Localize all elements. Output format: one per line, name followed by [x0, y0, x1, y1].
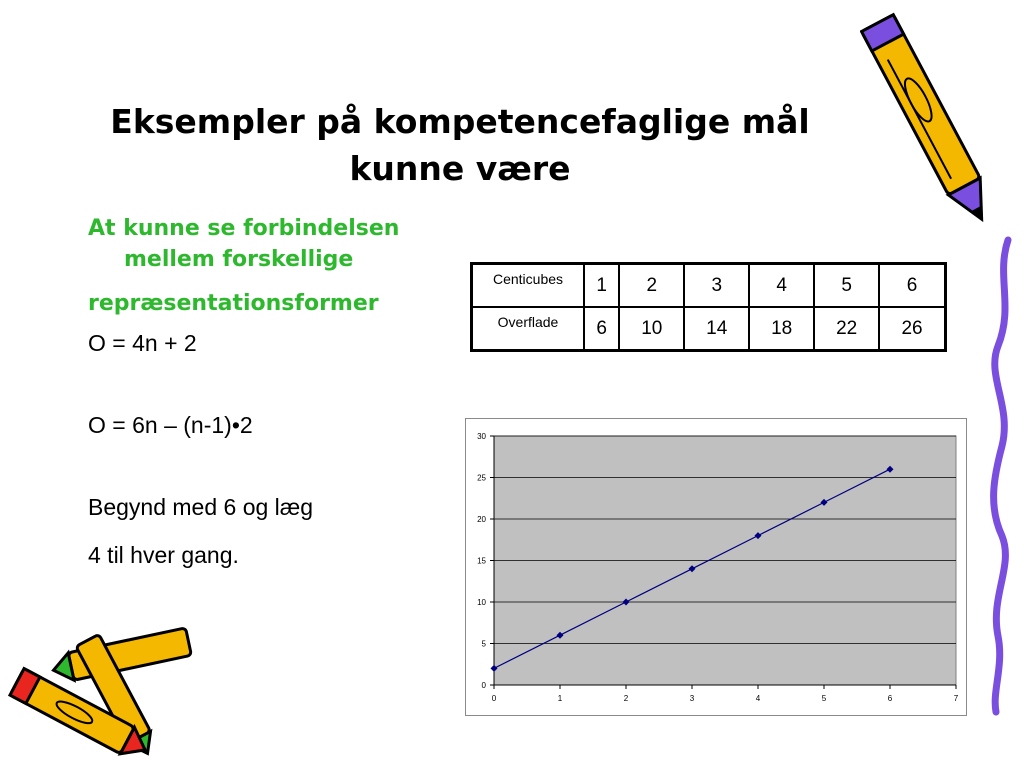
crayon-icon: [0, 615, 210, 760]
x-tick-label: 0: [491, 694, 497, 703]
rule-line-1: Begynd med 6 og læg: [88, 494, 314, 520]
formula-2: O = 6n – (n-1)•2: [88, 412, 253, 438]
pencil-icon: [860, 2, 1000, 242]
table-row: [472, 307, 946, 351]
data-table: [470, 262, 947, 352]
table-cell: 6: [584, 307, 619, 351]
y-tick-label: 20: [477, 515, 486, 524]
x-tick-label: 4: [755, 694, 761, 703]
y-tick-label: 0: [481, 681, 486, 690]
table-cell: 22: [814, 307, 879, 351]
squiggle-line: [968, 236, 1024, 716]
title-line-1: Eksempler på kompetencefaglige mål: [110, 102, 810, 141]
table-row: [472, 264, 946, 308]
x-tick-label: 3: [689, 694, 695, 703]
row-header: Overflade: [472, 307, 585, 351]
table-cell: 4: [749, 264, 814, 308]
formula-1: O = 4n + 2: [88, 330, 197, 356]
line-chart-frame: [465, 418, 967, 716]
rule-line-2: 4 til hver gang.: [88, 542, 239, 568]
title-line-2: kunne være: [349, 149, 571, 188]
table-cell: 2: [619, 264, 684, 308]
table-cell: 10: [619, 307, 684, 351]
y-tick-label: 5: [481, 639, 486, 649]
objective-text: [88, 213, 399, 275]
y-tick-label: 25: [477, 473, 486, 483]
objective-line-1: At kunne se forbindelsen: [88, 216, 400, 241]
x-tick-label: 5: [821, 694, 827, 703]
x-tick-label: 6: [887, 694, 893, 703]
table-cell: 5: [814, 264, 879, 308]
y-tick-label: 10: [477, 598, 486, 607]
x-tick-label: 7: [953, 694, 959, 703]
table-cell: 3: [684, 264, 749, 308]
row-header: Centicubes: [472, 264, 585, 308]
x-tick-label: 1: [557, 694, 563, 703]
objective-line-3: repræsentationsformer: [88, 291, 379, 316]
table-cell: 1: [584, 264, 619, 308]
y-tick-label: 15: [477, 556, 486, 566]
table-cell: 18: [749, 307, 814, 351]
table-cell: 6: [879, 264, 945, 308]
objective-line-2: mellem forskellige: [124, 247, 354, 272]
line-chart: [466, 419, 966, 715]
y-tick-label: 30: [477, 432, 486, 441]
x-tick-label: 2: [623, 694, 629, 703]
table-cell: 14: [684, 307, 749, 351]
table-cell: 26: [879, 307, 945, 351]
slide-title: [100, 98, 820, 192]
